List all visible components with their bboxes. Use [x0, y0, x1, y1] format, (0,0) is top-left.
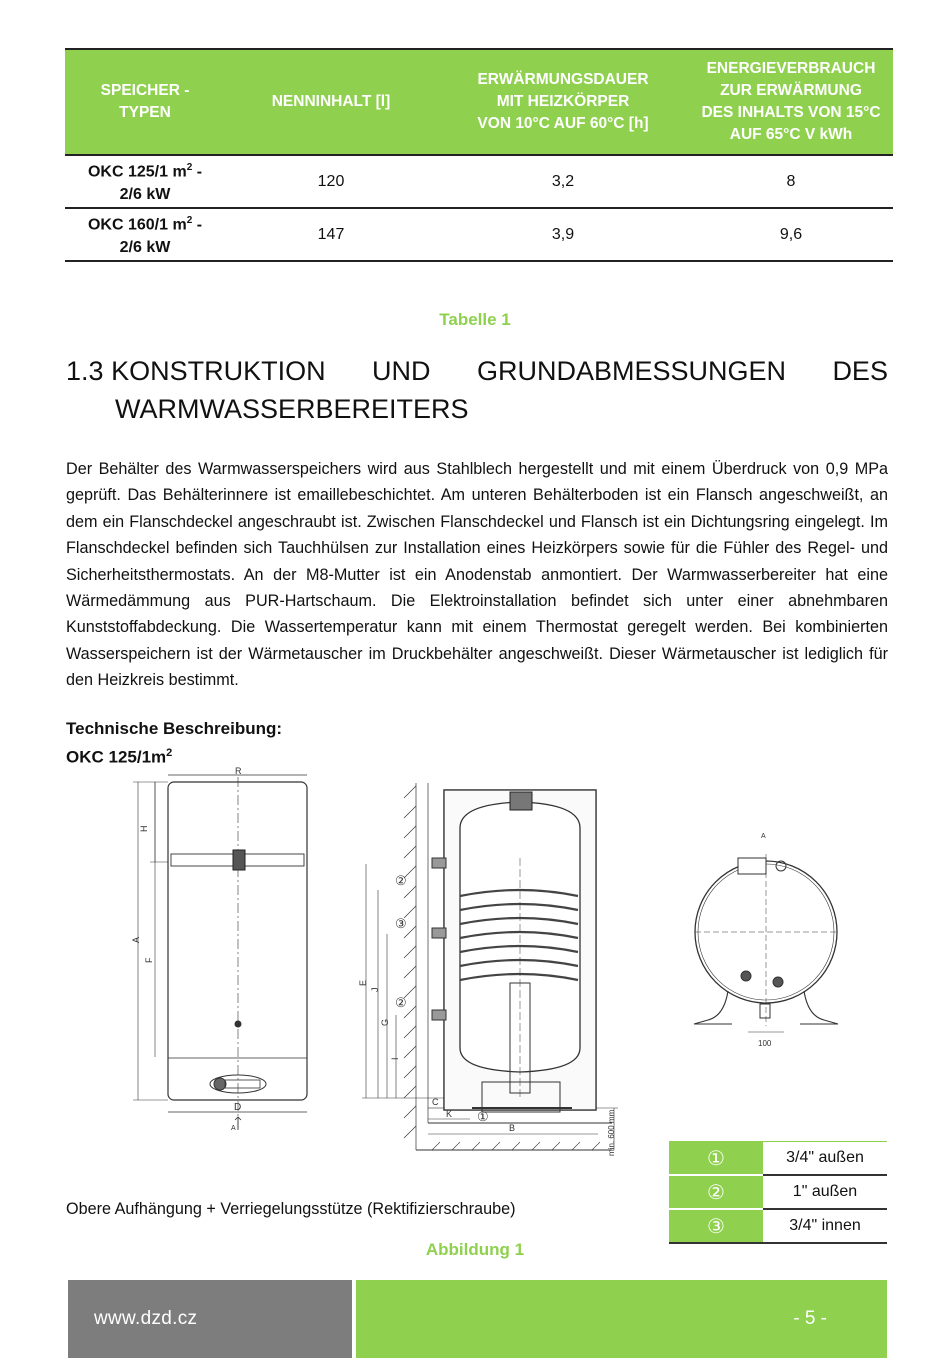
type-sup: 2 [186, 162, 193, 174]
header-line: VON 10°C AUF 60°C [h] [477, 115, 649, 132]
top-view-label-A: A [761, 833, 766, 840]
figure-note: Obere Aufhängung + Verriegelungsstütze (Rektifizierschraube) [66, 1200, 516, 1218]
header-line: MIT HEIZKÖRPER [496, 93, 630, 110]
header-line: ENERGIEVERBRAUCH [706, 60, 876, 77]
connection-label-1: ① [477, 1109, 489, 1124]
cell-type [65, 155, 225, 208]
header-line: SPEICHER - [100, 82, 190, 99]
header-line: ZUR ERWÄRMUNG [720, 82, 862, 99]
dim-label-K: K [446, 1109, 453, 1119]
footer-website[interactable]: www.dzd.cz [94, 1308, 198, 1329]
cell-energy: 9,6 [689, 208, 893, 261]
col-header-time [437, 49, 689, 155]
model-sup: 2 [166, 747, 173, 759]
top-view-drawing [688, 826, 850, 1052]
col-header-volume [225, 49, 437, 155]
section-view-drawing [352, 778, 647, 1180]
table-row [65, 155, 893, 208]
page-number: - 5 - [793, 1308, 827, 1329]
dim-label-R: R [235, 766, 242, 776]
cell-energy: 8 [689, 155, 893, 208]
footer-website-block [68, 1280, 352, 1358]
dim-label-J: J [370, 987, 380, 992]
header-line: ERWÄRMUNGSDAUER [477, 71, 649, 88]
wall-hatch [404, 783, 428, 1150]
connection-label-3: ③ [395, 916, 407, 931]
type-sup: 2 [186, 215, 193, 227]
tech-title: Technische Beschreibung: [66, 719, 283, 738]
table-header-row [65, 49, 893, 155]
dim-label-min: min. 600 mm [607, 1109, 616, 1156]
connection-label-2b: ② [395, 995, 407, 1010]
cell-time: 3,9 [437, 208, 689, 261]
header-line: AUF 65°C V kWh [729, 126, 853, 143]
view-arrow-A: A [231, 1125, 236, 1132]
legend-row [669, 1142, 887, 1176]
section-number: 1.3 [66, 356, 104, 386]
type-text: OKC 125/1 m [87, 163, 187, 181]
connection-label-2a: ② [395, 873, 407, 888]
legend-row [669, 1175, 887, 1209]
legend-row [669, 1209, 887, 1243]
heading-word: DES [832, 356, 888, 386]
col-header-energy [689, 49, 893, 155]
type-text: 2/6 kW [119, 238, 171, 256]
front-view-drawing [125, 762, 325, 1134]
type-text: 2/6 kW [119, 185, 171, 203]
footer-page-block [356, 1280, 887, 1358]
heading-word-text: KONSTRUKTION [111, 356, 326, 386]
model-text: OKC 125/1m [66, 747, 167, 767]
legend-symbol: ① [669, 1142, 763, 1176]
legend-symbol: ③ [669, 1209, 763, 1243]
dim-label-F: F [144, 957, 154, 963]
col-header-type [65, 49, 225, 155]
section-heading [66, 352, 888, 428]
dim-label-E: E [358, 979, 368, 986]
connection-legend-table [669, 1141, 887, 1244]
type-text: OKC 160/1 m [87, 216, 187, 234]
heading-word: UND [372, 356, 431, 386]
dim-label-A: A [131, 936, 141, 943]
legend-text: 3/4" innen [763, 1209, 887, 1243]
section-heading-line2: WARMWASSERBEREITERS [115, 394, 469, 424]
cell-volume: 120 [225, 155, 437, 208]
legend-text: 3/4" außen [763, 1142, 887, 1176]
type-text: - [192, 216, 203, 234]
table-row [65, 208, 893, 261]
dim-label-D: D [234, 1102, 242, 1113]
dim-label-G: G [380, 1018, 390, 1026]
top-view-dim-100: 100 [758, 1039, 772, 1048]
table-caption: Tabelle 1 [439, 310, 511, 329]
legend-symbol: ② [669, 1175, 763, 1209]
header-line: TYPEN [119, 104, 171, 121]
cell-type [65, 208, 225, 261]
heading-word: GRUNDABMESSUNGEN [476, 356, 786, 386]
type-text: - [192, 163, 203, 181]
spec-table [65, 48, 893, 262]
body-paragraph: Der Behälter des Warmwasserspeichers wird aus Stahlblech hergestellt und mit einem Überdruck von 0,9 MPa geprüft. Das Behälterinnere ist emaillebeschichtet. Am unteren Behälterboden ist ein Flansch angeschweißt, an dem ein Flanschdeckel angeschraubt ist. Zwischen Flanschdeckel und Flansch ist ein Dichtungsring eingelegt. Im Flanschdeckel befinden sich Tauchhülsen zur Installation eines Heizkörpers sowie für die Fühler des Regel- und Sicherheitsthermostats. An der M8-Mutter ist ein Anodenstab anmontiert. Der Warmwasserbereiter hat eine Wärmedämmung aus PUR-Hartschaum. Die Elektroinstallation befindet sich unter einer abnehmbaren Kunststoffabdeckung. Die Wassertemperatur kann mit einem Thermostat geregelt werden. Bei kombinierten Wasserspeichern ist der Wärmetauscher im Druckbehälter angeschweißt. Dieser Wärmetauscher ist lediglich für den Heizkreis bestimmt. [66, 460, 888, 690]
dim-label-C: C [432, 1097, 439, 1107]
header-line: NENNINHALT [l] [271, 93, 391, 110]
legend-text: 1" außen [763, 1175, 887, 1209]
heading-word [66, 352, 326, 390]
cell-volume: 147 [225, 208, 437, 261]
dim-label-H: H [139, 825, 149, 832]
dim-label-I: I [390, 1057, 400, 1060]
dim-label-B: B [509, 1123, 516, 1133]
figure-caption: Abbildung 1 [425, 1240, 525, 1259]
header-line: DES INHALTS VON 15°C [701, 104, 881, 121]
section-heading-line1 [66, 352, 888, 390]
cell-time: 3,2 [437, 155, 689, 208]
